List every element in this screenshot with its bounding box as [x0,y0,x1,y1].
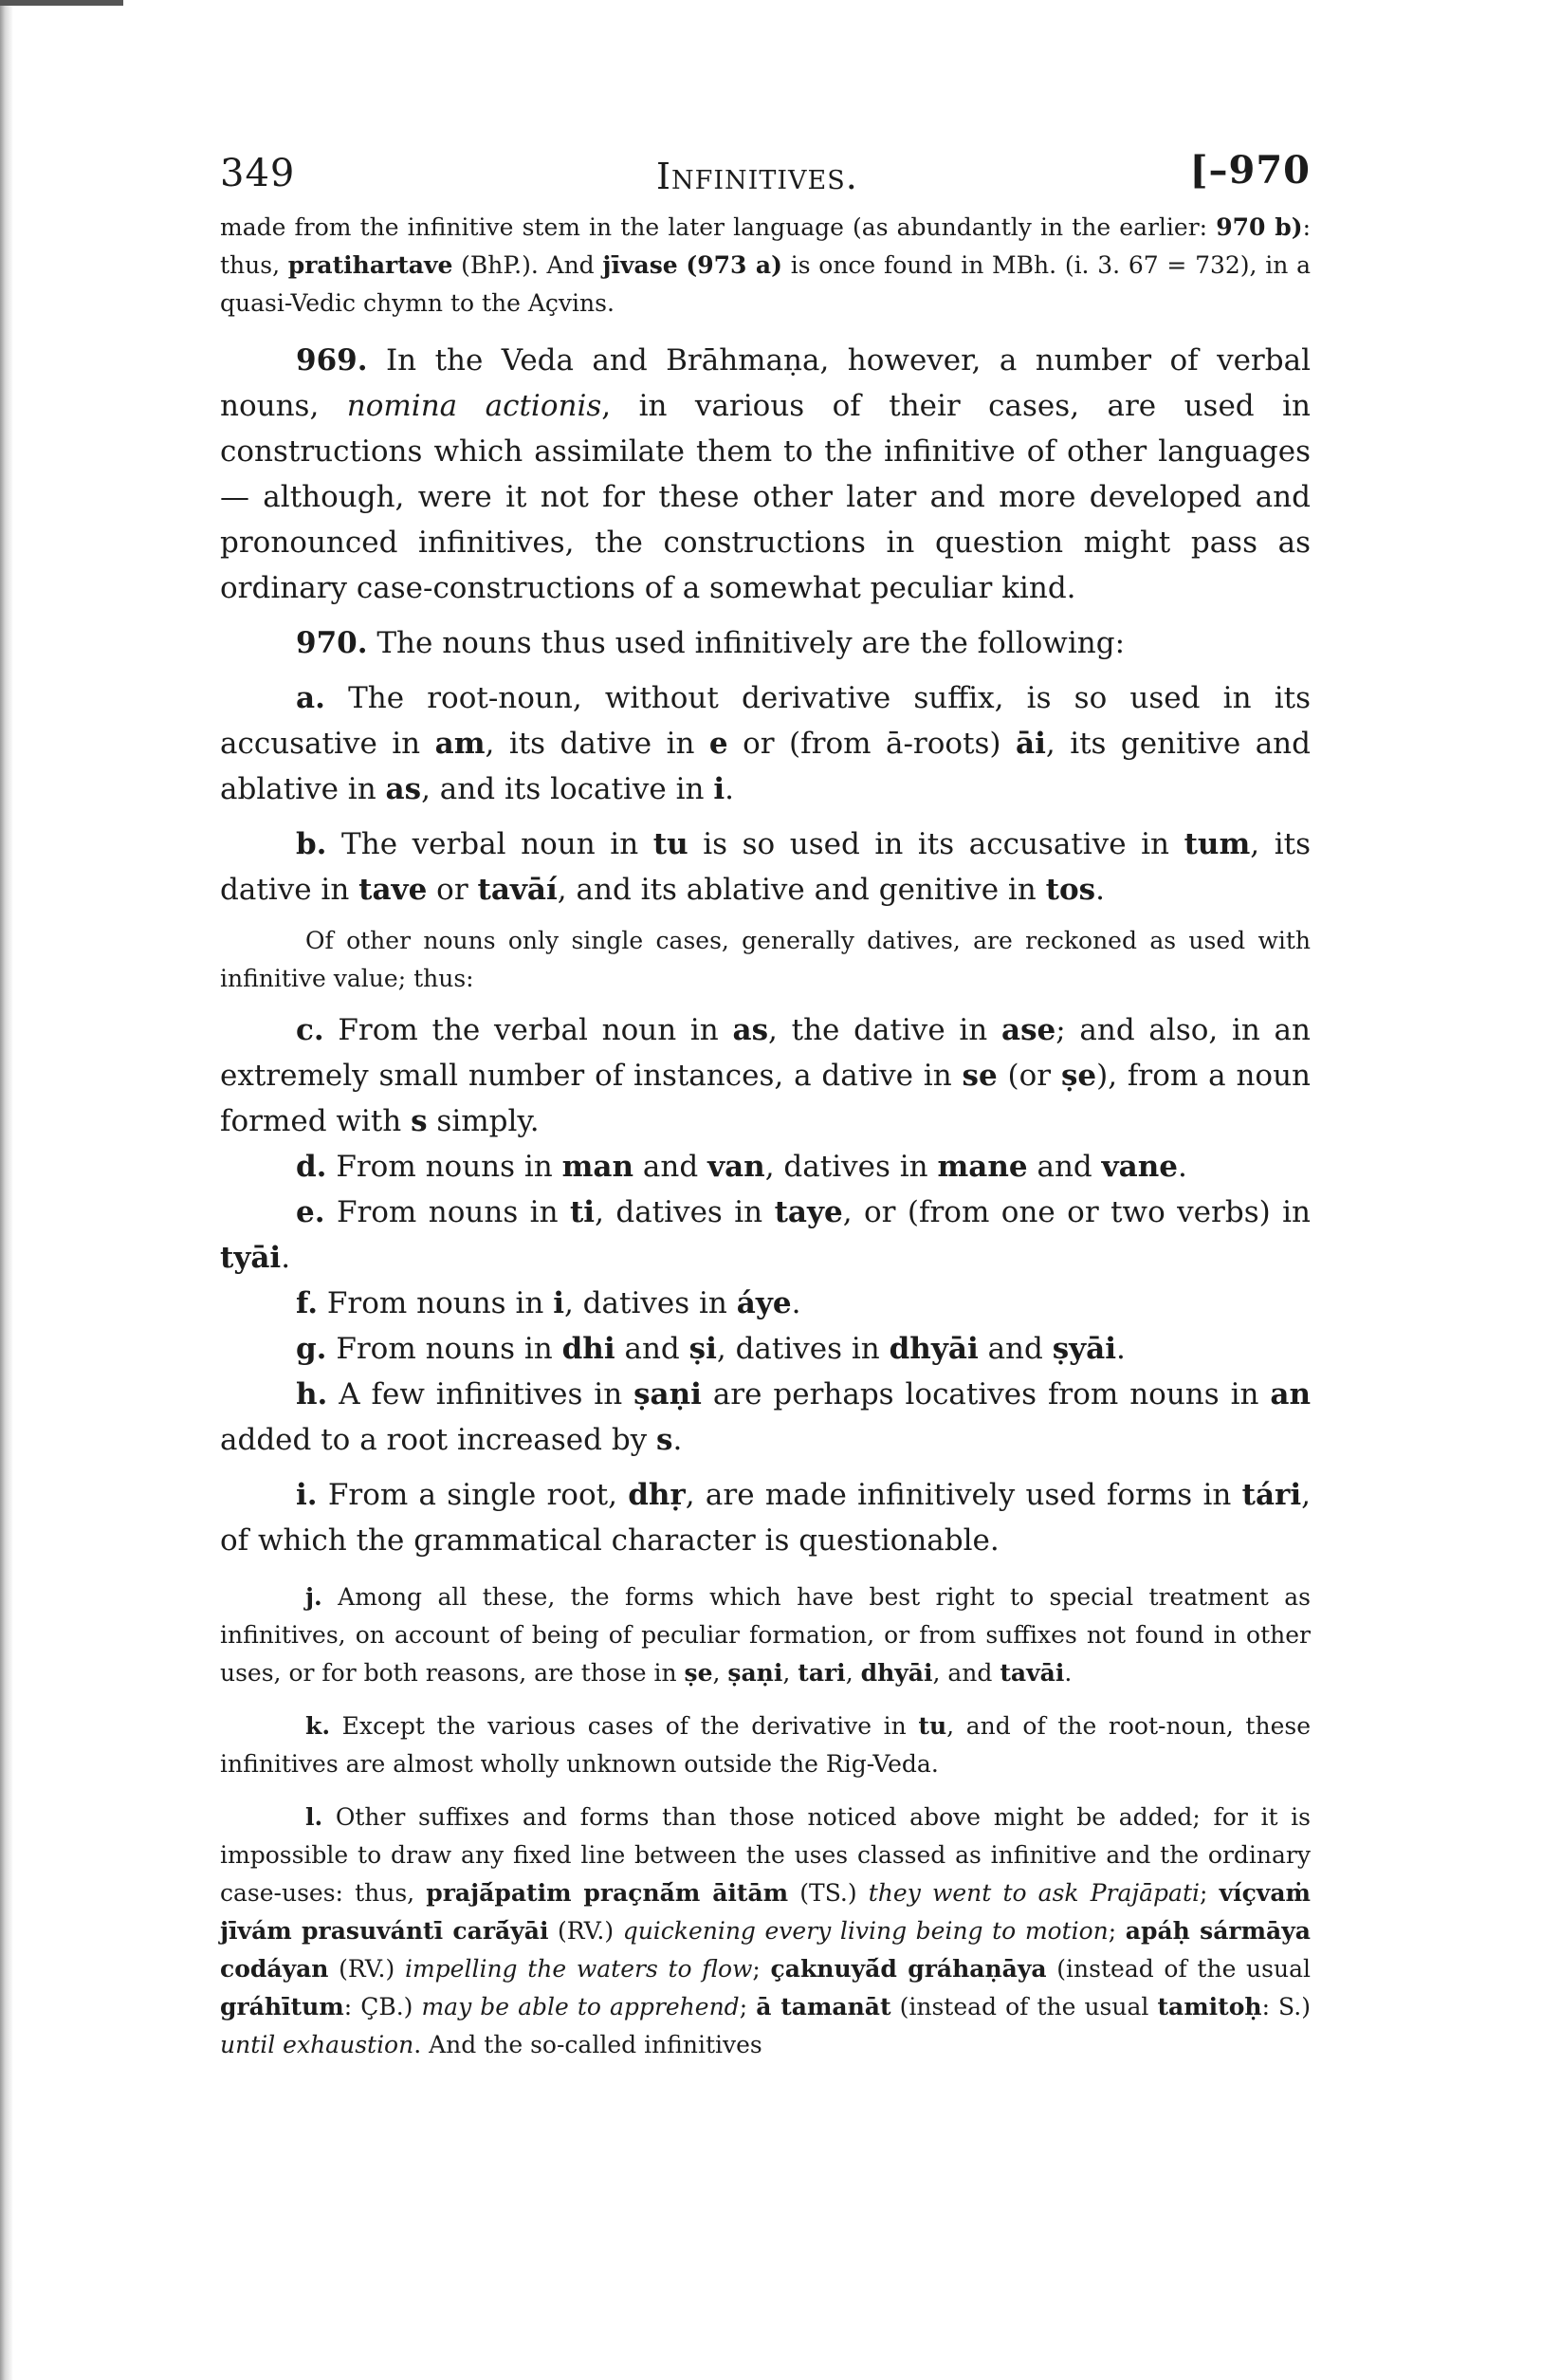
paragraph-970f: f. From nouns in i, datives in áye. [296,1286,801,1320]
paragraph-970g: g. From nouns in dhi and ṣi, datives in dhyāi and ṣyāi. [296,1332,1126,1366]
paragraph-970j: j. Among all these, the forms which have best right to special treatment as infinitives, on account of being of peculiar formation, or from suffixes not found in other uses, or for both reasons, are those in ṣe, ṣaṇi, tari, dhyāi, and tavāi. [220,1583,1311,1687]
paragraph-970b: b. The verbal noun in tu is so used in its accusative in tum, its dative in tave or tavāí, and its ablative and genitive in tos. [220,827,1311,907]
page-title: Infinitives. [656,156,858,197]
paragraph-970k: k. Except the various cases of the derivative in tu, and of the root-noun, these infinitives are almost wholly unknown outside the Rig-Veda. [220,1712,1311,1778]
paragraph-970c: c. From the verbal noun in as, the dative in ase; and also, in an extremely small number of instances, a dative in se (or ṣe), from a noun formed with s simply. [220,1013,1312,1138]
paragraph-970: 970. The nouns thus used infinitively are the following: [296,626,1126,660]
paragraph-970d: d. From nouns in man and van, datives in mane and vane. [296,1150,1187,1184]
paragraph-970h: h. A few infinitives in ṣaṇi are perhaps locatives from nouns in an added to a root increased by s. [220,1377,1311,1457]
paragraph-970i: i. From a single root, dhṛ, are made infinitively used forms in tári, of which the grammatical character is questionable. [220,1478,1311,1558]
paragraph-970e: e. From nouns in ti, datives in taye, or (from one or two verbs) in tyāi. [220,1195,1312,1275]
scan-shadow [0,0,13,2380]
section-reference: [–970 [1189,148,1311,193]
paragraph-969: 969. In the Veda and Brāhmaṇa, however, a number of verbal nouns, nomina actionis, in various of their cases, are used in constructions which assimilate them to the infinitive of other languages — although, were it not for these other later and more developed and pronounced infinitives, the constructions in question might pass as ordinary case-constructions of a somewhat peculiar kind. [220,343,1311,605]
running-head [220,142,1311,209]
scan-edge [0,0,123,6]
paragraph-970l: l. Other suffixes and forms than those noticed above might be added; for it is impossible to draw any fixed line between the uses classed as infinitive and the ordinary case-uses: thus, prajā́patim praçnā́m āitām (TS.) they went to ask Prajāpati; víçvaṁ jīvám prasuvántī carā́yāi (RV.) quickening every living being to motion; apáḥ sármāya codáyan (RV.) impelling the waters to flow; çaknuyā́d gráhaṇāya (instead of the usual gráhītum: ÇB.) may be able to apprehend; ā tamanāt (instead of the usual tamitoḥ: S.) until exhaustion. And the so-called infinitives [220,1803,1311,2058]
paragraph-intro: made from the infinitive stem in the later language (as abundantly in the earlier: 970 b): thus, pratihartave (BhP.). And jīvase (973 a) is once found in MBh. (i. 3. 67 = 732), in a quasi-Vedic chymn to the Açvins. [220,213,1311,317]
paragraph-other-nouns: Of other nouns only single cases, generally datives, are reckoned as used with infinitive value; thus: [220,927,1311,992]
page-number: 349 [220,152,296,195]
book-page [220,142,1311,2324]
paragraph-970a: a. The root-noun, without derivative suffix, is so used in its accusative in am, its dative in e or (from ā-roots) āi, its genitive and ablative in as, and its locative in i. [220,681,1311,806]
